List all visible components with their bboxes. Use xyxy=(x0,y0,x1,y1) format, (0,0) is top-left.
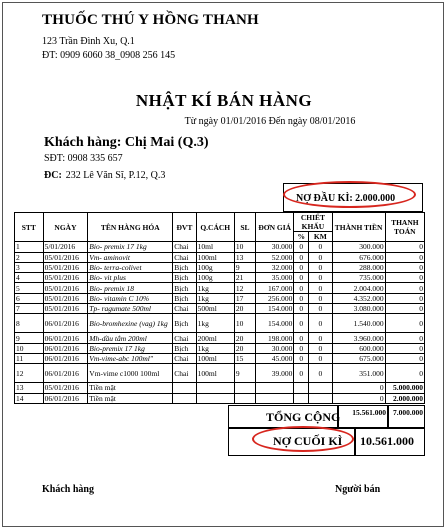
customer-phone: SĐT: 0908 335 657 xyxy=(44,153,123,164)
cell-amount: 3.080.000 xyxy=(332,304,385,314)
table-row xyxy=(15,304,425,314)
cell-km: 0 xyxy=(309,304,332,314)
cell-item: Mh-dầu tắm 200ml xyxy=(88,333,173,343)
cell-price xyxy=(256,383,294,393)
cell-qty: 9 xyxy=(234,262,255,272)
customer-address-label: ĐC: xyxy=(44,170,62,181)
closing-debt-divider xyxy=(354,428,356,456)
cell-date: 05/01/2016 xyxy=(43,252,88,262)
cell-spec: 1kg xyxy=(196,293,234,303)
table-row xyxy=(15,364,425,383)
cell-km: 0 xyxy=(309,242,332,252)
cell-stt: 7 xyxy=(15,304,44,314)
cell-spec: 500ml xyxy=(196,304,234,314)
cell-price: 167.000 xyxy=(256,283,294,293)
cell-item: Tiền mặt xyxy=(88,393,173,403)
total-divider-1 xyxy=(337,405,339,428)
cell-spec: 100g xyxy=(196,273,234,283)
cell-price: 32.000 xyxy=(256,262,294,272)
cell-qty: 12 xyxy=(234,283,255,293)
cell-stt: 14 xyxy=(15,393,44,403)
customer-name: Khách hàng: Chị Mai (Q.3) xyxy=(44,135,209,150)
cell-paid: 0 xyxy=(385,314,424,333)
cell-unit: Bịch xyxy=(173,262,196,272)
cell-km xyxy=(309,393,332,403)
cell-km: 0 xyxy=(309,283,332,293)
header-qty: SL xyxy=(234,213,255,242)
cell-unit: Bịch xyxy=(173,314,196,333)
header-paid: THANH TOÁN xyxy=(385,213,424,242)
cell-stt: 13 xyxy=(15,383,44,393)
table-row xyxy=(15,383,425,393)
cell-price: 198.000 xyxy=(256,333,294,343)
cell-unit: Bịch xyxy=(173,293,196,303)
cell-date: 05/01/2016 xyxy=(43,262,88,272)
cell-paid: 0 xyxy=(385,293,424,303)
cell-spec: 100ml xyxy=(196,353,234,363)
cell-paid: 0 xyxy=(385,262,424,272)
cell-pct: 0 xyxy=(294,293,309,303)
cell-price: 30.000 xyxy=(256,242,294,252)
cell-spec xyxy=(196,393,234,403)
cell-amount: 351.000 xyxy=(332,364,385,383)
cell-km: 0 xyxy=(309,353,332,363)
cell-date: 06/01/2016 xyxy=(43,333,88,343)
cell-item: Bio- terra-colivet xyxy=(88,262,173,272)
customer-address xyxy=(44,170,165,181)
header-disc-km: KM xyxy=(309,232,332,242)
cell-amount: 675.000 xyxy=(332,353,385,363)
cell-amount: 0 xyxy=(332,383,385,393)
cell-spec xyxy=(196,383,234,393)
cell-stt: 12 xyxy=(15,364,44,383)
cell-amount: 676.000 xyxy=(332,252,385,262)
cell-unit: Chai xyxy=(173,333,196,343)
cell-item: Bio- premix 17 1kg xyxy=(88,242,173,252)
cell-date: 06/01/2016 xyxy=(43,364,88,383)
cell-price: 45.000 xyxy=(256,353,294,363)
cell-date: 05/01/2016 xyxy=(43,304,88,314)
cell-stt: 10 xyxy=(15,343,44,353)
shop-name: THUỐC THÚ Y HỒNG THANH xyxy=(42,12,259,28)
total-label: TỔNG CỘNG xyxy=(266,410,341,424)
cell-unit: Chai xyxy=(173,353,196,363)
cell-paid: 0 xyxy=(385,304,424,314)
cell-date: 06/01/2016 xyxy=(43,343,88,353)
cell-price: 30.000 xyxy=(256,343,294,353)
cell-paid: 5.000.000 xyxy=(385,383,424,393)
cell-stt: 6 xyxy=(15,293,44,303)
cell-date: 05/01/2016 xyxy=(43,273,88,283)
cell-pct xyxy=(294,393,309,403)
cell-price: 256.000 xyxy=(256,293,294,303)
cell-qty: 20 xyxy=(234,343,255,353)
cell-price: 35.000 xyxy=(256,273,294,283)
header-item: TÊN HÀNG HÓA xyxy=(88,213,173,242)
cell-km: 0 xyxy=(309,314,332,333)
total-paid: 7.000.000 xyxy=(393,408,423,417)
cell-amount: 300.000 xyxy=(332,242,385,252)
sales-table-body xyxy=(15,242,425,404)
cell-item: Vm-vime-abc 100ml" xyxy=(88,353,173,363)
sales-table xyxy=(14,212,425,404)
header-amount: THÀNH TIỀN xyxy=(332,213,385,242)
header-discount: CHIẾT KHẤU xyxy=(294,213,332,232)
cell-stt: 11 xyxy=(15,353,44,363)
cell-paid: 0 xyxy=(385,273,424,283)
cell-paid: 0 xyxy=(385,353,424,363)
opening-debt: NỢ ĐẦU KÌ: 2.000.000 xyxy=(296,193,396,204)
cell-km: 0 xyxy=(309,333,332,343)
cell-unit xyxy=(173,393,196,403)
cell-km: 0 xyxy=(309,252,332,262)
cell-item: Bio-bromhexine (vag) 1kg xyxy=(88,314,173,333)
cell-unit: Chai xyxy=(173,364,196,383)
cell-unit: Bịch xyxy=(173,273,196,283)
cell-km xyxy=(309,383,332,393)
shop-phone: ĐT: 0909 6060 38_0908 256 145 xyxy=(42,50,176,61)
cell-pct: 0 xyxy=(294,343,309,353)
closing-debt-value: 10.561.000 xyxy=(360,434,414,448)
cell-spec: 100g xyxy=(196,262,234,272)
opening-debt-highlight xyxy=(283,181,416,208)
cell-item: Tp- ragumate 500ml xyxy=(88,304,173,314)
cell-pct xyxy=(294,383,309,393)
cell-item: Bio- vit plus xyxy=(88,273,173,283)
closing-debt-label: NỢ CUỐI KÌ xyxy=(273,434,343,448)
cell-km: 0 xyxy=(309,293,332,303)
header-stt: STT xyxy=(15,213,44,242)
header-spec: Q.CÁCH xyxy=(196,213,234,242)
cell-qty xyxy=(234,393,255,403)
cell-paid: 0 xyxy=(385,333,424,343)
cell-km: 0 xyxy=(309,343,332,353)
cell-qty: 20 xyxy=(234,304,255,314)
cell-qty: 9 xyxy=(234,364,255,383)
cell-qty: 20 xyxy=(234,333,255,343)
cell-qty: 10 xyxy=(234,314,255,333)
cell-amount: 3.960.000 xyxy=(332,333,385,343)
cell-item: Vm- aminovit xyxy=(88,252,173,262)
cell-qty: 21 xyxy=(234,273,255,283)
cell-amount: 600.000 xyxy=(332,343,385,353)
cell-pct: 0 xyxy=(294,333,309,343)
cell-amount: 4.352.000 xyxy=(332,293,385,303)
closing-debt-highlight xyxy=(252,426,354,452)
cell-km: 0 xyxy=(309,364,332,383)
cell-price xyxy=(256,393,294,403)
cell-stt: 3 xyxy=(15,262,44,272)
table-row xyxy=(15,252,425,262)
cell-unit: Bịch xyxy=(173,283,196,293)
header-unit: ĐVT xyxy=(173,213,196,242)
total-divider-2 xyxy=(387,405,389,428)
cell-unit xyxy=(173,383,196,393)
cell-qty: 15 xyxy=(234,353,255,363)
table-row xyxy=(15,293,425,303)
cell-stt: 8 xyxy=(15,314,44,333)
table-row xyxy=(15,343,425,353)
cell-date: 05/01/2016 xyxy=(43,383,88,393)
cell-paid: 0 xyxy=(385,364,424,383)
cell-price: 154.000 xyxy=(256,314,294,333)
cell-item: Tiền mặt xyxy=(88,383,173,393)
cell-pct: 0 xyxy=(294,364,309,383)
cell-spec: 100ml xyxy=(196,364,234,383)
table-row xyxy=(15,273,425,283)
cell-km: 0 xyxy=(309,273,332,283)
cell-pct: 0 xyxy=(294,304,309,314)
cell-amount: 2.004.000 xyxy=(332,283,385,293)
signature-seller: Người bán xyxy=(335,484,381,495)
table-row xyxy=(15,242,425,252)
cell-unit: Chai xyxy=(173,304,196,314)
customer-address-value: 232 Lê Văn Sĩ, P.12, Q.3 xyxy=(65,170,166,181)
cell-item: Bio- vitamin C 10% xyxy=(88,293,173,303)
cell-amount: 288.000 xyxy=(332,262,385,272)
cell-unit: Chai xyxy=(173,242,196,252)
signature-customer: Khách hàng xyxy=(42,484,94,495)
cell-amount: 735.000 xyxy=(332,273,385,283)
cell-date: 06/01/2016 xyxy=(43,353,88,363)
cell-spec: 100ml xyxy=(196,252,234,262)
cell-pct: 0 xyxy=(294,314,309,333)
cell-stt: 4 xyxy=(15,273,44,283)
cell-pct: 0 xyxy=(294,252,309,262)
cell-date: 05/01/2016 xyxy=(43,293,88,303)
header-disc-pct: % xyxy=(294,232,309,242)
cell-spec: 1kg xyxy=(196,314,234,333)
cell-qty: 13 xyxy=(234,252,255,262)
cell-price: 52.000 xyxy=(256,252,294,262)
cell-unit: Chai xyxy=(173,252,196,262)
cell-paid: 0 xyxy=(385,283,424,293)
cell-spec: 10ml xyxy=(196,242,234,252)
cell-amount: 1.540.000 xyxy=(332,314,385,333)
cell-qty: 10 xyxy=(234,242,255,252)
document-title: NHẬT KÍ BÁN HÀNG xyxy=(135,91,313,110)
cell-date: 06/01/2016 xyxy=(43,314,88,333)
cell-spec: 1kg xyxy=(196,283,234,293)
cell-date: 5/01/2016 xyxy=(43,242,88,252)
cell-price: 154.000 xyxy=(256,304,294,314)
cell-qty: 17 xyxy=(234,293,255,303)
cell-item: Bio-premix 17 1kg xyxy=(88,343,173,353)
cell-unit: Bịch xyxy=(173,343,196,353)
table-row xyxy=(15,333,425,343)
date-range: Từ ngày 01/01/2016 Đến ngày 08/01/2016 xyxy=(184,116,356,127)
cell-date: 06/01/2016 xyxy=(43,393,88,403)
cell-pct: 0 xyxy=(294,262,309,272)
cell-amount: 0 xyxy=(332,393,385,403)
cell-price: 39.000 xyxy=(256,364,294,383)
cell-date: 05/01/2016 xyxy=(43,283,88,293)
cell-stt: 2 xyxy=(15,252,44,262)
cell-spec: 1kg xyxy=(196,343,234,353)
cell-km: 0 xyxy=(309,262,332,272)
total-amount: 15.561.000 xyxy=(352,408,386,417)
cell-stt: 9 xyxy=(15,333,44,343)
cell-paid: 0 xyxy=(385,242,424,252)
cell-pct: 0 xyxy=(294,242,309,252)
header-price: ĐƠN GIÁ xyxy=(256,213,294,242)
cell-paid: 0 xyxy=(385,343,424,353)
table-row xyxy=(15,353,425,363)
cell-pct: 0 xyxy=(294,283,309,293)
cell-item: Vm-vime c1000 100ml xyxy=(88,364,173,383)
cell-qty xyxy=(234,383,255,393)
cell-pct: 0 xyxy=(294,273,309,283)
shop-address: 123 Trần Đình Xu, Q.1 xyxy=(42,36,135,47)
cell-stt: 1 xyxy=(15,242,44,252)
cell-item: Bio- premix 18 xyxy=(88,283,173,293)
table-row xyxy=(15,262,425,272)
table-row xyxy=(15,283,425,293)
cell-stt: 5 xyxy=(15,283,44,293)
cell-paid: 2.000.000 xyxy=(385,393,424,403)
table-row xyxy=(15,393,425,403)
cell-spec: 200ml xyxy=(196,333,234,343)
cell-paid: 0 xyxy=(385,252,424,262)
header-date: NGÀY xyxy=(43,213,88,242)
cell-pct: 0 xyxy=(294,353,309,363)
table-row xyxy=(15,314,425,333)
